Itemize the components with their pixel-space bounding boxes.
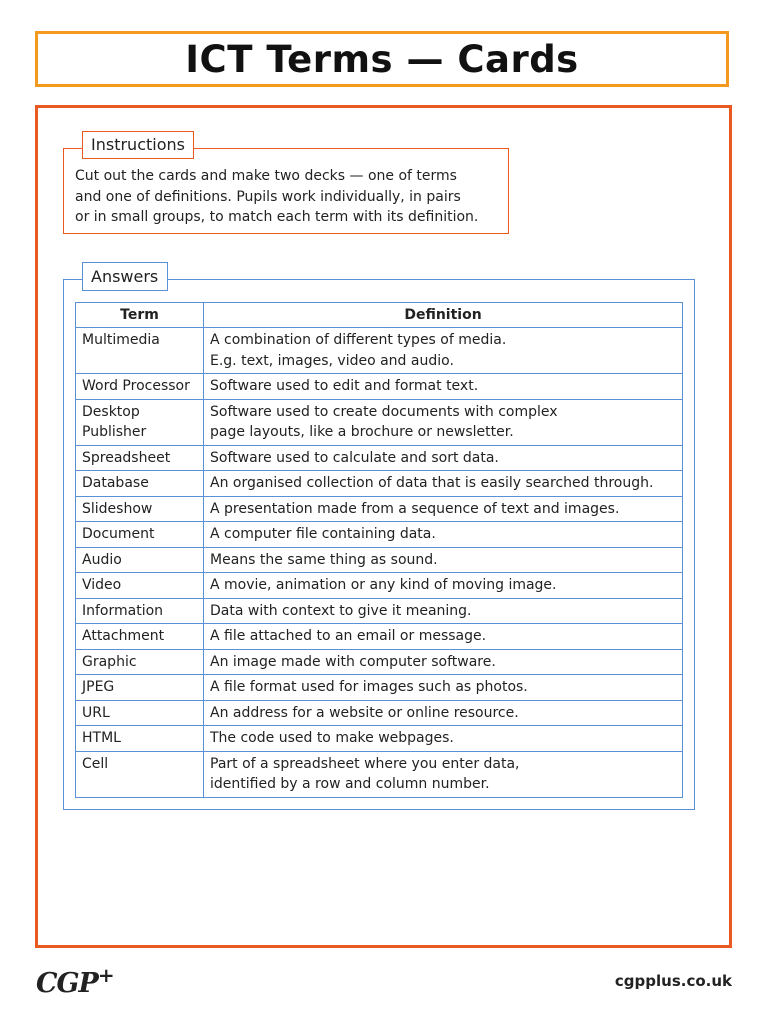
logo-plus: + xyxy=(97,963,114,987)
definition-text: Software used to create documents with complex xyxy=(210,403,558,420)
table-row xyxy=(76,573,683,599)
definition-text: A presentation made from a sequence of text and images. xyxy=(210,500,620,517)
table-row xyxy=(76,649,683,675)
table-row xyxy=(76,675,683,701)
instructions-text xyxy=(75,166,505,228)
term-cell xyxy=(76,675,204,701)
answers-table xyxy=(75,302,683,798)
term-text: Desktop xyxy=(82,403,140,420)
table-row xyxy=(76,522,683,548)
definition-cell xyxy=(204,328,683,374)
definition-text: A combination of different types of media. xyxy=(210,332,507,348)
definition-text: A file attached to an email or message. xyxy=(210,628,487,644)
term-text: Slideshow xyxy=(82,500,153,517)
definition-cell xyxy=(204,471,683,497)
definition-cell xyxy=(204,726,683,752)
table-row xyxy=(76,726,683,752)
instructions-label: Instructions xyxy=(82,131,194,159)
term-text: URL xyxy=(82,704,110,721)
definition-cell xyxy=(204,649,683,675)
term-text: Multimedia xyxy=(82,332,160,348)
instructions-line: or in small groups, to match each term with its definition. xyxy=(75,209,479,225)
definition-text: E.g. text, images, video and audio. xyxy=(210,352,454,369)
term-text: HTML xyxy=(82,730,121,746)
definition-text: Means the same thing as sound. xyxy=(210,551,438,568)
table-row xyxy=(76,445,683,471)
definition-cell xyxy=(204,445,683,471)
table-row xyxy=(76,547,683,573)
definition-text: An address for a website or online resource. xyxy=(210,704,519,721)
definition-cell xyxy=(204,598,683,624)
term-cell xyxy=(76,496,204,522)
definition-text: Software used to calculate and sort data. xyxy=(210,449,499,466)
term-cell xyxy=(76,445,204,471)
term-cell xyxy=(76,399,204,445)
term-text: Document xyxy=(82,526,155,542)
table-row xyxy=(76,374,683,400)
table-row xyxy=(76,751,683,797)
definition-text: page layouts, like a brochure or newsletter. xyxy=(210,424,514,440)
term-cell xyxy=(76,649,204,675)
definition-text: A movie, animation or any kind of moving image. xyxy=(210,577,557,593)
definition-cell xyxy=(204,399,683,445)
term-text: Word Processor xyxy=(82,378,190,394)
page-title: ICT Terms — Cards xyxy=(185,37,579,81)
term-text: Publisher xyxy=(82,424,147,440)
term-text: Audio xyxy=(82,551,122,568)
term-text: Database xyxy=(82,475,149,491)
definition-text: The code used to make webpages. xyxy=(210,730,454,746)
cgp-logo xyxy=(36,963,114,999)
title-box xyxy=(35,31,729,87)
term-cell xyxy=(76,726,204,752)
instructions-line: Cut out the cards and make two decks — one of terms xyxy=(75,168,457,184)
table-header-row xyxy=(76,303,683,328)
definition-cell xyxy=(204,374,683,400)
site-url: cgpplus.co.uk xyxy=(614,972,732,990)
definition-cell xyxy=(204,700,683,726)
term-cell xyxy=(76,573,204,599)
term-cell xyxy=(76,598,204,624)
definition-cell xyxy=(204,573,683,599)
term-cell xyxy=(76,522,204,548)
logo-text: CGP xyxy=(36,968,98,999)
term-text: Attachment xyxy=(82,628,165,644)
term-text: Cell xyxy=(82,755,109,772)
term-cell xyxy=(76,471,204,497)
table-row xyxy=(76,496,683,522)
definition-cell xyxy=(204,496,683,522)
term-cell xyxy=(76,547,204,573)
term-header: Term xyxy=(76,303,204,328)
definition-text: A file format used for images such as photos. xyxy=(210,679,528,695)
table-row xyxy=(76,624,683,650)
answers-body xyxy=(76,328,683,798)
definition-cell xyxy=(204,675,683,701)
term-cell xyxy=(76,328,204,374)
term-text: Graphic xyxy=(82,653,137,670)
term-cell xyxy=(76,700,204,726)
term-cell xyxy=(76,374,204,400)
definition-cell xyxy=(204,751,683,797)
definition-text: Part of a spreadsheet where you enter data, xyxy=(210,755,520,772)
table-row xyxy=(76,471,683,497)
definition-text: A computer file containing data. xyxy=(210,526,436,542)
term-cell xyxy=(76,624,204,650)
definition-cell xyxy=(204,624,683,650)
definition-header: Definition xyxy=(204,303,683,328)
answers-label: Answers xyxy=(82,262,168,291)
definition-text: identified by a row and column number. xyxy=(210,776,490,792)
term-text: Spreadsheet xyxy=(82,449,171,466)
table-row xyxy=(76,328,683,374)
term-text: Video xyxy=(82,577,122,593)
table-row xyxy=(76,700,683,726)
definition-text: Software used to edit and format text. xyxy=(210,378,479,394)
definition-text: Data with context to give it meaning. xyxy=(210,602,472,619)
table-row xyxy=(76,598,683,624)
table-row xyxy=(76,399,683,445)
definition-cell xyxy=(204,547,683,573)
term-cell xyxy=(76,751,204,797)
definition-text: An image made with computer software. xyxy=(210,653,496,670)
term-text: JPEG xyxy=(82,679,115,695)
term-text: Information xyxy=(82,602,164,619)
instructions-line: and one of definitions. Pupils work individually, in pairs xyxy=(75,188,461,205)
definition-text: An organised collection of data that is easily searched through. xyxy=(210,475,654,491)
definition-cell xyxy=(204,522,683,548)
